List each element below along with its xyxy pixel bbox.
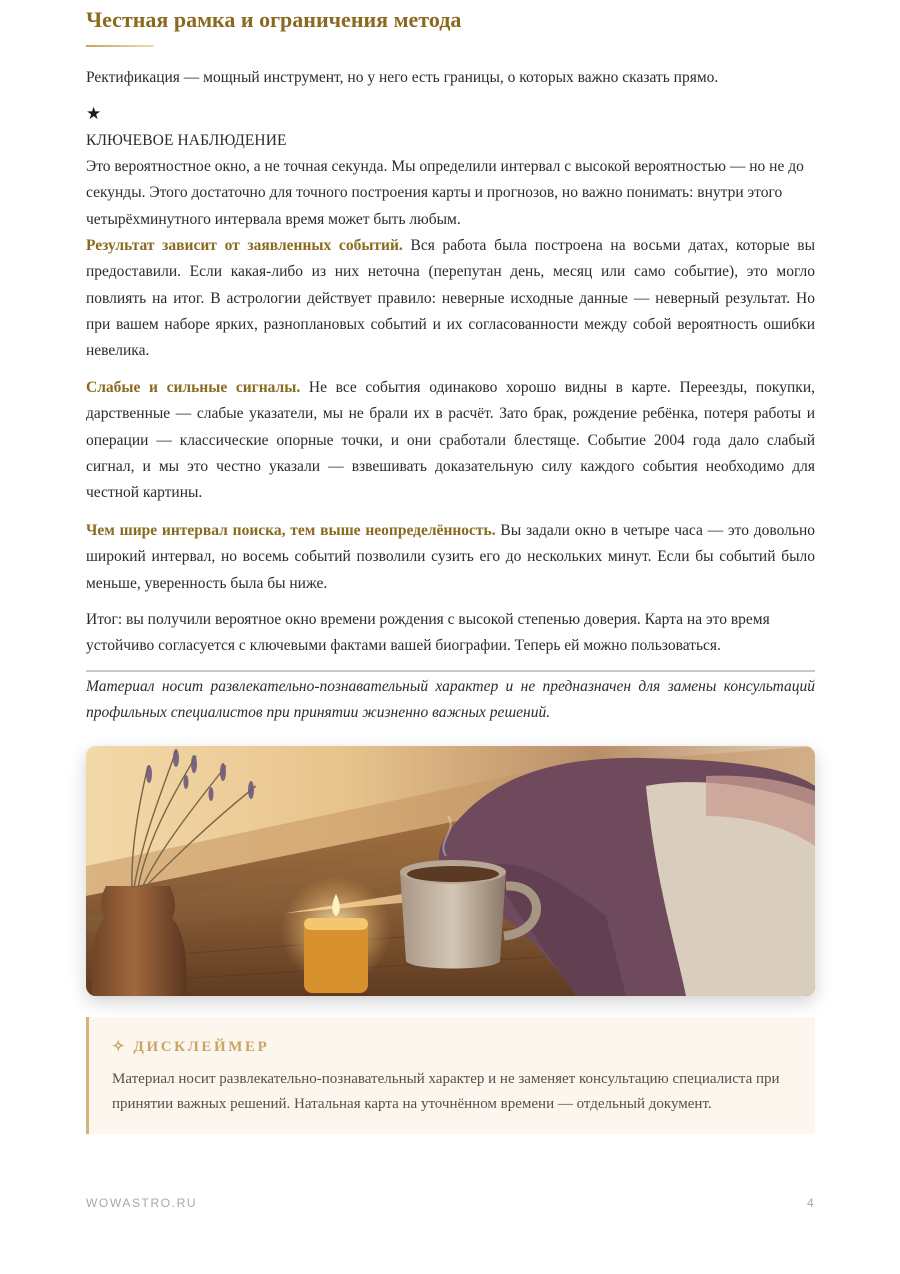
title-underline	[86, 45, 154, 47]
paragraph-body: Вся работа была построена на восьми датах, которые вы предоставили. Если какая-либо из них неточна (перепутан день, месяц или само событие), это могло повлиять на итог. В астрологии действует правило: неверные исходные данные — неверный результат. Но при вашем наборе ярких, разноплановых событий и их согласованности между собой вероятность ошибки невелика.	[86, 237, 815, 360]
sparkle-icon: ✧	[112, 1039, 128, 1055]
legal-note: Материал носит развлекательно-познавательный характер и не предназначен для замены консультаций профильных специалистов при принятии жизненно важных решений.	[86, 678, 815, 722]
paragraph-interval	[86, 518, 815, 597]
footer-site: WOWASTRO.RU	[86, 1196, 198, 1210]
page-title: Честная рамка и ограничения метода	[86, 7, 462, 32]
key-observation-label: КЛЮЧЕВОЕ НАБЛЮДЕНИЕ	[86, 132, 287, 149]
disclaimer-heading	[112, 1037, 269, 1057]
paragraph-body: Вы задали окно в четыре часа — это довольно широкий интервал, но восемь событий позволили сузить его до нескольких минут. Если бы событий было меньше, уверенность была бы ниже.	[86, 522, 815, 592]
intro-text: Ректификация — мощный инструмент, но у него есть границы, о которых важно сказать прямо.	[86, 69, 719, 86]
paragraph-lead: Результат зависит от заявленных событий.	[86, 237, 403, 254]
cozy-still-life-image	[86, 746, 815, 996]
key-observation-text: Это вероятностное окно, а не точная секунда. Мы определили интервал с высокой вероятностью — но не до секунды. Этого достаточно для точного построения карты и прогнозов, но важно понимать: внутри этого четырёхминутного интервала время может быть любым.	[86, 158, 804, 228]
paragraph-body: Не все события одинаково хорошо видны в карте. Переезды, покупки, дарственные — слабые указатели, мы не брали их в расчёт. Зато брак, рождение ребёнка, потеря работы и операции — классические опорные точки, и они сработали блестяще. Событие 2004 года дало слабый сигнал, и мы это честно указали — взвешивать доказательную силу каждого события необходимо для честной картины.	[86, 379, 815, 502]
disclaimer-title: ДИСКЛЕЙМЕР	[133, 1039, 270, 1055]
disclaimer-box	[86, 1017, 815, 1134]
summary-text: Итог: вы получили вероятное окно времени рождения с высокой степенью доверия. Карта на это время устойчиво согласуется с ключевыми фактами вашей биографии. Теперь ей можно пользоваться.	[86, 611, 770, 655]
paragraph-signals	[86, 375, 815, 506]
divider	[86, 670, 815, 672]
star-icon: ★	[86, 104, 102, 123]
paragraph-lead: Слабые и сильные сигналы.	[86, 379, 301, 396]
page-number: 4	[807, 1196, 814, 1210]
disclaimer-text: Материал носит развлекательно-познавательный характер и не заменяет консультацию специалиста при принятии важных решений. Натальная карта на уточнённом времени — отдельный документ.	[112, 1071, 780, 1112]
paragraph-lead: Чем шире интервал поиска, тем выше неопределённость.	[86, 522, 496, 539]
paragraph-events	[86, 233, 815, 364]
